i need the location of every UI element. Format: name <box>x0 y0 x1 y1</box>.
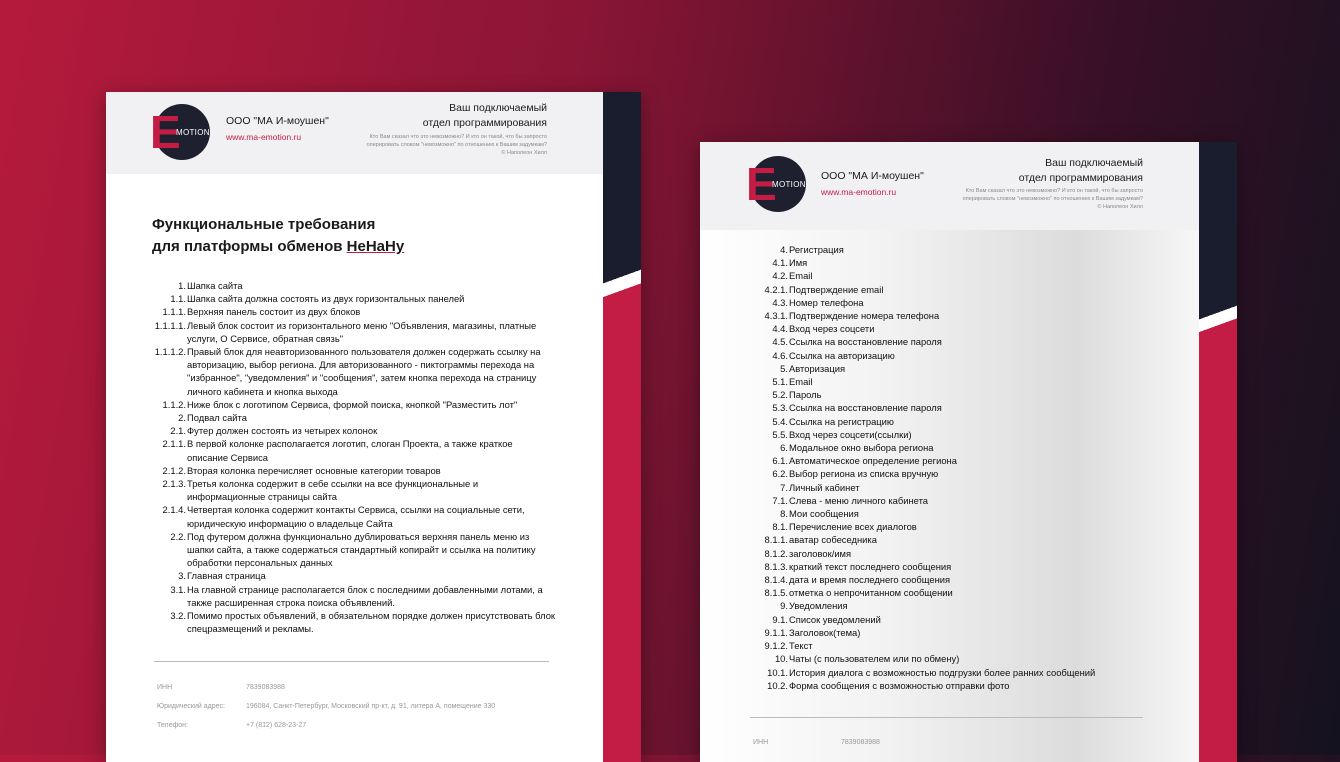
logo-letter: E <box>150 106 181 158</box>
item-text: Шапка сайта должна состоять из двух горизонтальных панелей <box>187 293 465 305</box>
logo-letter: E <box>746 158 777 210</box>
list-item <box>748 467 1168 480</box>
list-item <box>146 345 556 398</box>
list-item <box>748 269 1168 282</box>
list-item <box>146 569 556 582</box>
item-number: 1.1.1.2. <box>154 346 186 358</box>
item-number: 4.2.1. <box>764 283 788 295</box>
inn-value: 7839083988 <box>841 739 880 746</box>
document-title <box>152 214 404 258</box>
item-text: Подтверждение номера телефона <box>789 310 940 322</box>
item-text: Чаты (с пользователем или по обмену) <box>789 653 960 665</box>
list-item <box>748 362 1168 375</box>
list-item <box>146 292 556 305</box>
list-item <box>748 666 1168 679</box>
item-text: В первой колонке располагается логотип, слоган Проекта, а также краткое описание Сервиса <box>187 438 513 463</box>
item-number: 4.3.1. <box>764 310 788 322</box>
list-item <box>748 533 1168 546</box>
item-text: Пароль <box>789 389 822 401</box>
inn-value: 7839083988 <box>246 684 285 691</box>
logo-text: MOTION <box>176 128 210 137</box>
item-number: 2.1.2. <box>162 464 186 476</box>
list-item <box>748 639 1168 652</box>
item-number: 4.5. <box>772 336 788 348</box>
item-number: 6.2. <box>772 468 788 480</box>
item-number: 8.1. <box>772 521 788 533</box>
company-quote <box>337 133 547 157</box>
item-text: Мои сообщения <box>789 508 859 520</box>
item-text: Ниже блок с логотипом Сервиса, формой поиска, кнопкой "Разместить лот" <box>187 398 518 410</box>
inn-label: ИНН <box>157 684 173 691</box>
item-number: 4.2. <box>772 270 788 282</box>
item-number: 5.4. <box>772 415 788 427</box>
document-page-2 <box>700 142 1237 762</box>
company-logo <box>746 156 806 212</box>
list-item <box>146 530 556 570</box>
page-header <box>700 142 1199 230</box>
item-number: 2.1. <box>170 425 186 437</box>
item-number: 8.1.5. <box>764 587 788 599</box>
quote-line-2: оперировать словом "невозможно" по отношению к Вашим задумкам? <box>962 196 1143 202</box>
tagline-line-2: отдел программирования <box>1018 172 1143 184</box>
list-item <box>748 573 1168 586</box>
item-text: Перечисление всех диалогов <box>789 521 917 533</box>
item-text: Ссылка на восстановление пароля <box>789 336 942 348</box>
item-number: 10. <box>774 653 788 665</box>
item-number: 8.1.3. <box>764 560 788 572</box>
list-item <box>748 243 1168 256</box>
item-text: Уведомления <box>789 600 848 612</box>
footer-divider <box>154 661 549 662</box>
item-text: дата и время последнего сообщения <box>789 574 951 586</box>
list-item <box>748 454 1168 467</box>
document-page-1 <box>106 92 641 762</box>
list-item <box>146 398 556 411</box>
item-number: 10.1. <box>767 666 788 678</box>
address-label: Юридический адрес: <box>157 703 225 710</box>
item-text: Автоматическое определение региона <box>789 455 957 467</box>
company-logo <box>150 104 210 160</box>
company-site-link[interactable]: www.ma-emotion.ru <box>226 132 302 142</box>
quote-line-2: оперировать словом "невозможно" по отношению к Вашим задумкам? <box>366 142 547 148</box>
item-text: Регистрация <box>789 244 844 255</box>
title-line-1: Функциональные требования <box>152 216 376 233</box>
list-item <box>748 415 1168 428</box>
item-text: Верхняя панель состоит из двух блоков <box>187 306 361 318</box>
list-item <box>146 583 556 609</box>
item-number: 9. <box>780 600 788 612</box>
quote-line-1: Кто Вам сказал что это невозможно? И кто он такой, что бы запросто <box>369 134 547 140</box>
item-text: Подтверждение email <box>789 283 884 295</box>
list-item <box>748 283 1168 296</box>
item-number: 1.1.1. <box>162 306 186 318</box>
item-text: Текст <box>789 640 813 652</box>
page-side-stripe <box>1199 142 1237 762</box>
phone-label: Телефон: <box>157 722 188 729</box>
item-number: 8.1.2. <box>764 547 788 559</box>
item-number: 9.1.2. <box>764 640 788 652</box>
list-item <box>146 411 556 424</box>
list-item <box>146 424 556 437</box>
item-text: Email <box>789 270 813 282</box>
list-item <box>748 428 1168 441</box>
item-text: Email <box>789 376 813 388</box>
list-item <box>748 613 1168 626</box>
item-text: Вторая колонка перечисляет основные категории товаров <box>187 464 441 476</box>
item-number: 5.2. <box>772 389 788 401</box>
footer-divider <box>750 717 1143 718</box>
requirements-list-1 <box>146 279 556 635</box>
title-line-2 <box>152 236 404 258</box>
quote-line-1: Кто Вам сказал что это невозможно? И кто он такой, что бы запросто <box>965 188 1143 194</box>
list-item <box>146 319 556 345</box>
item-text: краткий текст последнего сообщения <box>789 560 952 572</box>
logo-text: MOTION <box>772 180 806 189</box>
item-number: 2.1.4. <box>162 504 186 516</box>
list-item <box>748 481 1168 494</box>
company-name: ООО "МА И-моушен" <box>226 115 329 127</box>
item-number: 10.2. <box>767 679 788 691</box>
list-item <box>748 599 1168 612</box>
item-number: 4.4. <box>772 323 788 335</box>
list-item <box>748 520 1168 533</box>
quote-author: © Наполеон Хилл <box>501 150 547 156</box>
company-site-link[interactable]: www.ma-emotion.ru <box>821 187 897 197</box>
list-item <box>748 388 1168 401</box>
item-number: 5.1. <box>772 376 788 388</box>
item-text: Главная страница <box>187 570 266 582</box>
item-text: Заголовок(тема) <box>789 626 861 638</box>
item-text: заголовок/имя <box>789 547 852 559</box>
item-text: Выбор региона из списка вручную <box>789 468 939 480</box>
item-number: 7.1. <box>772 494 788 506</box>
item-number: 5.3. <box>772 402 788 414</box>
item-text: Подвал сайта <box>187 412 247 424</box>
item-text: История диалога с возможностью подгрузки более ранних сообщений <box>789 666 1096 678</box>
item-text: Вход через соцсети(ссылки) <box>789 428 912 440</box>
tagline-line-1: Ваш подключаемый <box>449 102 547 114</box>
item-number: 9.1. <box>772 613 788 625</box>
item-text: Четвертая колонка содержит контакты Сервиса, ссылки на социальные сети, юридическую информацию о владельце Сайта <box>187 504 525 529</box>
item-text: На главной странице располагается блок с последними добавленными лотами, а также расширенная строка поиска объявлений. <box>187 583 543 608</box>
item-number: 1.1.1.1. <box>154 319 186 331</box>
item-number: 2. <box>178 412 186 424</box>
item-text: Список уведомлений <box>789 613 881 625</box>
item-number: 6.1. <box>772 455 788 467</box>
list-item <box>146 609 556 635</box>
list-item <box>146 279 556 292</box>
list-item <box>748 560 1168 573</box>
item-number: 8.1.4. <box>764 574 788 586</box>
address-value: 196084, Санкт-Петербург, Московский пр-кт, д. 91, литера А, помещение 330 <box>246 703 496 710</box>
item-number: 5.5. <box>772 428 788 440</box>
item-text: Модальное окно выбора региона <box>789 442 934 454</box>
item-number: 2.1.1. <box>162 438 186 450</box>
item-text: Ссылка на авторизацию <box>789 349 895 361</box>
page-footer <box>157 684 577 744</box>
item-text: Имя <box>789 257 808 269</box>
item-number: 8. <box>780 508 788 520</box>
item-text: Форма сообщения с возможностью отправки фото <box>789 679 1010 691</box>
item-text: Ссылка на регистрацию <box>789 415 894 427</box>
item-number: 3.1. <box>170 583 186 595</box>
list-item <box>748 309 1168 322</box>
phone-value: +7 (812) 628-23-27 <box>246 722 307 729</box>
item-text: Ссылка на восстановление пароля <box>789 402 942 414</box>
item-text: Слева - меню личного кабинета <box>789 494 928 506</box>
list-item <box>748 401 1168 414</box>
requirements-list-2 <box>748 243 1168 692</box>
item-text: Под футером должна функционально дублироваться верхняя панель меню из шапки сайта, а также содержаться стандартный копирайт и ссылка на политику обработки персональных данных <box>187 530 536 569</box>
item-number: 9.1.1. <box>764 626 788 638</box>
item-text: отметка о непрочитанном сообщении <box>789 587 953 599</box>
item-text: Номер телефона <box>789 296 864 308</box>
title-prefix: для платформы обменов <box>152 238 347 255</box>
list-item <box>748 586 1168 599</box>
list-item <box>748 679 1168 692</box>
company-tagline <box>1019 156 1143 186</box>
item-text: Левый блок состоит из горизонтального меню "Объявления, магазины, платные услуги, О Сервисе, обратная связь" <box>187 319 537 344</box>
item-text: Футер должен состоять из четырех колонок <box>187 425 378 437</box>
list-item <box>146 477 556 503</box>
company-name: ООО "МА И-моушен" <box>821 170 924 182</box>
item-text: аватар собеседника <box>789 534 877 546</box>
item-number: 1.1.2. <box>162 398 186 410</box>
title-highlight: НеНаНу <box>346 238 405 255</box>
item-number: 4.1. <box>772 257 788 269</box>
quote-author: © Наполеон Хилл <box>1097 204 1143 210</box>
page-footer <box>753 739 1053 753</box>
company-quote <box>933 187 1143 211</box>
item-number: 5. <box>780 362 788 374</box>
list-item <box>748 296 1168 309</box>
list-item <box>146 437 556 463</box>
item-number: 1.1. <box>170 293 186 305</box>
page-header <box>106 92 603 174</box>
company-tagline <box>423 101 547 131</box>
list-item <box>748 441 1168 454</box>
item-text: Третья колонка содержит в себе ссылки на все функциональные и информационные страницы сайта <box>187 478 479 503</box>
inn-label: ИНН <box>753 739 769 746</box>
list-item <box>748 652 1168 665</box>
list-item <box>748 547 1168 560</box>
list-item <box>748 375 1168 388</box>
tagline-line-2: отдел программирования <box>422 117 547 129</box>
list-item <box>748 335 1168 348</box>
item-text: Вход через соцсети <box>789 323 875 335</box>
page-side-stripe <box>603 92 641 762</box>
item-number: 4. <box>780 244 788 255</box>
list-item <box>146 305 556 318</box>
item-number: 4.3. <box>772 296 788 308</box>
item-number: 4.6. <box>772 349 788 361</box>
item-number: 2.2. <box>170 530 186 542</box>
tagline-line-1: Ваш подключаемый <box>1045 157 1143 169</box>
list-item <box>748 626 1168 639</box>
item-number: 8.1.1. <box>764 534 788 546</box>
item-number: 6. <box>780 442 788 454</box>
item-number: 3.2. <box>170 610 186 622</box>
item-number: 7. <box>780 481 788 493</box>
item-text: Правый блок для неавторизованного пользователя должен содержать ссылку на авторизацию, выбор региона. Для авторизованного - пиктограммы перехода на "избранное", "уведомления" и "сообщения", затем кнопка перехода на страницу личного кабинета и кнопка выхода <box>187 346 541 397</box>
list-item <box>748 256 1168 269</box>
list-item <box>146 464 556 477</box>
list-item <box>748 322 1168 335</box>
list-item <box>748 349 1168 362</box>
list-item <box>748 494 1168 507</box>
item-text: Шапка сайта <box>187 280 243 291</box>
item-number: 2.1.3. <box>162 478 186 490</box>
item-number: 3. <box>178 570 186 582</box>
item-text: Помимо простых объявлений, в обязательном порядке должен присутствовать блок спецразмещений и рекламы. <box>187 610 556 635</box>
item-text: Авторизация <box>789 362 846 374</box>
item-number: 1. <box>178 280 186 291</box>
list-item <box>146 503 556 529</box>
item-text: Личный кабинет <box>789 481 860 493</box>
list-item <box>748 507 1168 520</box>
